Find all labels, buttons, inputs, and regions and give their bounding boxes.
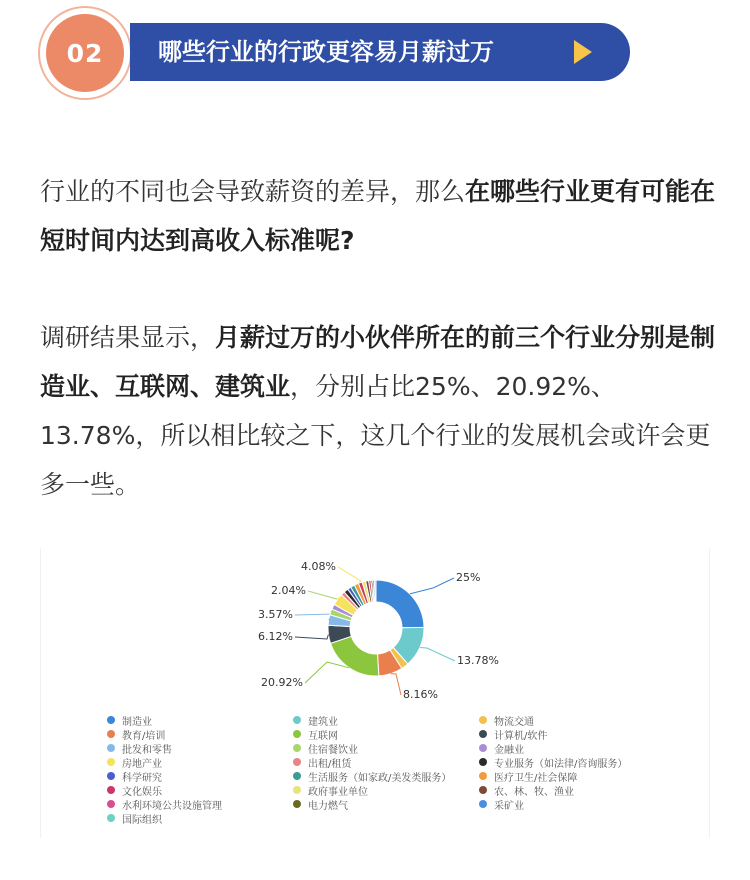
legend-item <box>293 769 479 783</box>
legend-swatch <box>293 800 301 808</box>
legend-item <box>479 713 689 727</box>
section-title: 哪些行业的行政更容易月薪过万 <box>158 38 494 66</box>
legend-item <box>479 769 689 783</box>
result-lead-text: 调研结果显示， <box>40 323 216 352</box>
leader-line <box>295 634 328 639</box>
legend-item <box>107 713 293 727</box>
legend-item <box>293 713 479 727</box>
data-label: 4.08% <box>301 560 336 573</box>
data-label: 3.57% <box>258 608 293 621</box>
data-label: 25% <box>456 571 481 584</box>
donut-chart-svg <box>41 548 709 713</box>
leader-line <box>295 614 334 620</box>
legend-item <box>479 755 689 769</box>
legend-item <box>107 797 293 811</box>
leader-line <box>305 662 349 683</box>
data-label: 8.16% <box>403 688 438 701</box>
legend-swatch <box>479 716 487 724</box>
industry-donut-chart <box>40 548 710 838</box>
legend-swatch <box>107 716 115 724</box>
section-header <box>38 6 638 106</box>
legend-label: 金融业 <box>494 744 524 756</box>
leader-line <box>391 674 401 695</box>
result-paragraph <box>40 313 720 509</box>
title-bar <box>130 23 630 81</box>
legend-label: 物流交通 <box>494 716 534 728</box>
legend-item <box>293 755 479 769</box>
play-arrow-icon <box>574 40 592 64</box>
data-label: 6.12% <box>258 630 293 643</box>
data-label: 13.78% <box>457 654 499 667</box>
legend-item <box>479 797 689 811</box>
legend-item <box>479 741 689 755</box>
legend-swatch <box>293 758 301 766</box>
legend-swatch <box>107 744 115 752</box>
legend-label: 出租/租赁 <box>308 758 352 770</box>
legend-swatch <box>479 786 487 794</box>
intro-lead-text: 行业的不同也会导致薪资的差异，那么 <box>40 177 466 206</box>
legend-swatch <box>293 716 301 724</box>
legend-swatch <box>107 758 115 766</box>
leader-line <box>410 578 454 594</box>
legend-label: 批发和零售 <box>122 744 172 756</box>
legend-item <box>479 783 689 797</box>
legend-item <box>107 811 293 825</box>
legend-item <box>107 741 293 755</box>
result-tail-text: ，分别占比25%、20.92%、13.78%，所以相比较之下，这几个行业的发展机会或许会更多一些。 <box>40 372 711 499</box>
legend-label: 住宿餐饮业 <box>308 744 358 756</box>
legend-swatch <box>107 800 115 808</box>
data-label: 2.04% <box>271 584 306 597</box>
section-number-badge: 02 <box>46 14 124 92</box>
legend-swatch <box>479 800 487 808</box>
legend-item <box>107 755 293 769</box>
legend-label: 计算机/软件 <box>494 730 548 742</box>
donut-slice <box>376 580 424 628</box>
legend-item <box>107 769 293 783</box>
chart-legend <box>107 713 687 825</box>
legend-item <box>107 727 293 741</box>
legend-label: 文化娱乐 <box>122 786 162 798</box>
legend-label: 电力燃气 <box>308 800 348 812</box>
legend-label: 科学研究 <box>122 772 162 784</box>
legend-swatch <box>293 772 301 780</box>
legend-swatch <box>107 786 115 794</box>
intro-bold-text: 在哪些行业更有可能在短时间内达到高收入标准呢? <box>40 177 716 255</box>
legend-swatch <box>479 744 487 752</box>
legend-swatch <box>293 744 301 752</box>
legend-label: 房地产业 <box>122 758 162 770</box>
leader-line <box>420 647 455 661</box>
legend-item <box>293 727 479 741</box>
legend-label: 生活服务（如家政/美发类服务） <box>308 772 452 784</box>
legend-label: 国际组织 <box>122 814 162 826</box>
legend-swatch <box>107 814 115 822</box>
legend-label: 建筑业 <box>308 716 338 728</box>
legend-item <box>293 741 479 755</box>
legend-swatch <box>293 786 301 794</box>
legend-item <box>293 797 479 811</box>
legend-label: 制造业 <box>122 716 152 728</box>
donut-slice <box>375 580 376 602</box>
legend-label: 政府事业单位 <box>308 786 368 798</box>
legend-swatch <box>107 730 115 738</box>
legend-swatch <box>479 758 487 766</box>
legend-item <box>479 727 689 741</box>
legend-label: 农、林、牧、渔业 <box>494 786 574 798</box>
legend-swatch <box>479 772 487 780</box>
legend-label: 互联网 <box>308 730 338 742</box>
legend-label: 水利环境公共设施管理 <box>122 800 222 812</box>
legend-swatch <box>107 772 115 780</box>
legend-label: 专业服务（如法律/咨询服务） <box>494 758 628 770</box>
legend-label: 采矿业 <box>494 800 524 812</box>
legend-swatch <box>293 730 301 738</box>
result-bold-text: 月薪过万的小伙伴所在的前三个行业分别是制造业、互联网、建筑业 <box>40 323 716 401</box>
intro-paragraph <box>40 167 720 265</box>
data-label: 20.92% <box>261 676 303 689</box>
donut-slice <box>331 636 379 676</box>
legend-label: 教育/培训 <box>122 730 166 742</box>
legend-swatch <box>479 730 487 738</box>
legend-item <box>107 783 293 797</box>
legend-label: 医疗卫生/社会保障 <box>494 772 578 784</box>
legend-item <box>293 783 479 797</box>
